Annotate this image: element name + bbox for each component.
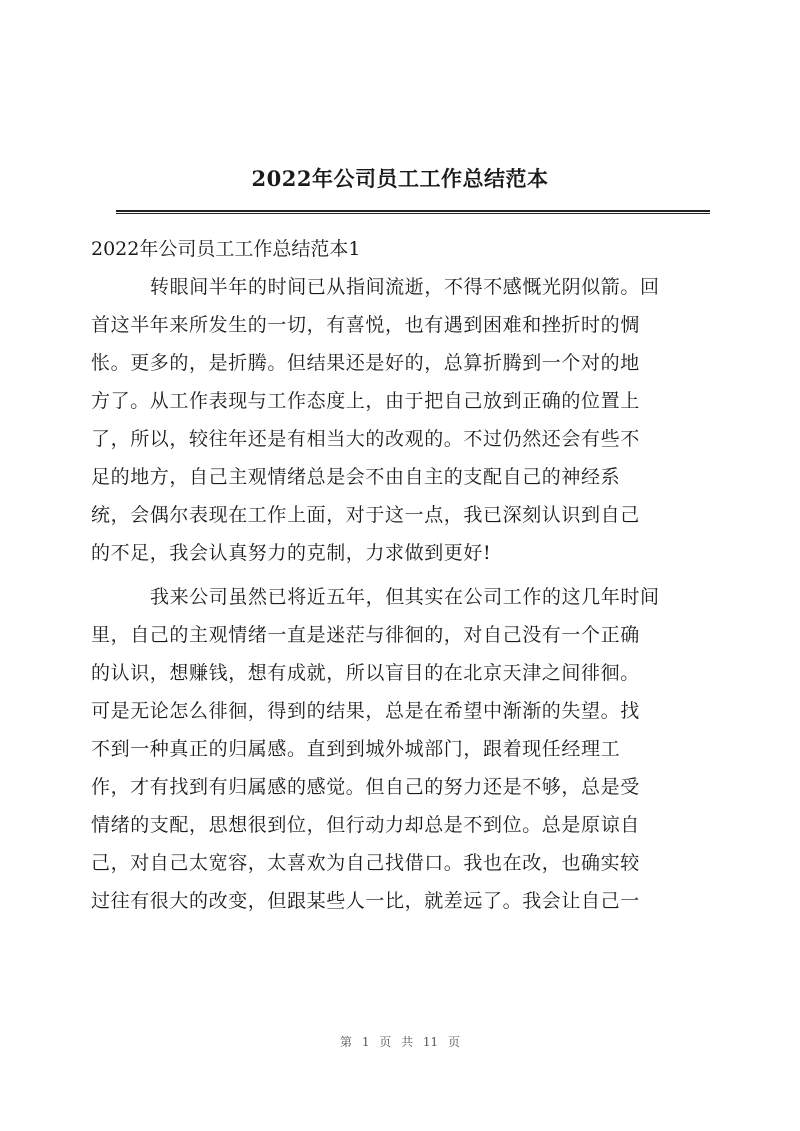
paragraph-line: 可是无论怎么徘徊，得到的结果，总是在希望中渐渐的失望。找 xyxy=(91,700,640,722)
paragraph-line: 了，所以，较往年还是有相当大的改观的。不过仍然还会有些不 xyxy=(91,428,640,450)
paragraph-line: 不到一种真正的归属感。直到到城外城部门，跟着现任经理工 xyxy=(91,738,621,760)
paragraph-line: 统，会偶尔表现在工作上面，对于这一点，我已深刻认识到自己 xyxy=(91,504,640,526)
paragraph-line: 情绪的支配，思想很到位，但行动力却总是不到位。总是原谅自 xyxy=(91,814,640,836)
paragraph-line: 转眼间半年的时间已从指间流逝，不得不感慨光阴似箭。回 xyxy=(150,276,660,298)
page-footer: 第 1 页 共 11 页 xyxy=(340,1035,460,1049)
paragraph-line: 的认识，想赚钱，想有成就，所以盲目的在北京天津之间徘徊。 xyxy=(91,662,640,684)
paragraph-line: 过往有很大的改变，但跟某些人一比，就差远了。我会让自己一 xyxy=(91,890,640,912)
paragraph-line: 的不足，我会认真努力的克制，力求做到更好! xyxy=(91,542,492,564)
document-title: 2022年公司员工工作总结范本 xyxy=(251,166,549,191)
paragraph-line: 方了。从工作表现与工作态度上，由于把自己放到正确的位置上 xyxy=(91,390,640,412)
paragraph-line: 怅。更多的，是折腾。但结果还是好的，总算折腾到一个对的地 xyxy=(91,352,640,374)
section-heading: 2022年公司员工工作总结范本1 xyxy=(91,238,361,260)
paragraph-line: 我来公司虽然已将近五年，但其实在公司工作的这几年时间 xyxy=(150,586,660,608)
paragraph-line: 里，自己的主观情绪一直是迷茫与徘徊的，对自己没有一个正确 xyxy=(91,624,640,646)
paragraph-line: 作，才有找到有归属感的感觉。但自己的努力还是不够，总是受 xyxy=(91,776,640,798)
paragraph-line: 己，对自己太宽容，太喜欢为自己找借口。我也在改，也确实较 xyxy=(91,852,640,874)
paragraph-line: 首这半年来所发生的一切，有喜悦，也有遇到困难和挫折时的惆 xyxy=(91,314,640,336)
title-divider xyxy=(116,210,710,214)
paragraph-line: 足的地方，自己主观情绪总是会不由自主的支配自己的神经系 xyxy=(91,466,621,488)
